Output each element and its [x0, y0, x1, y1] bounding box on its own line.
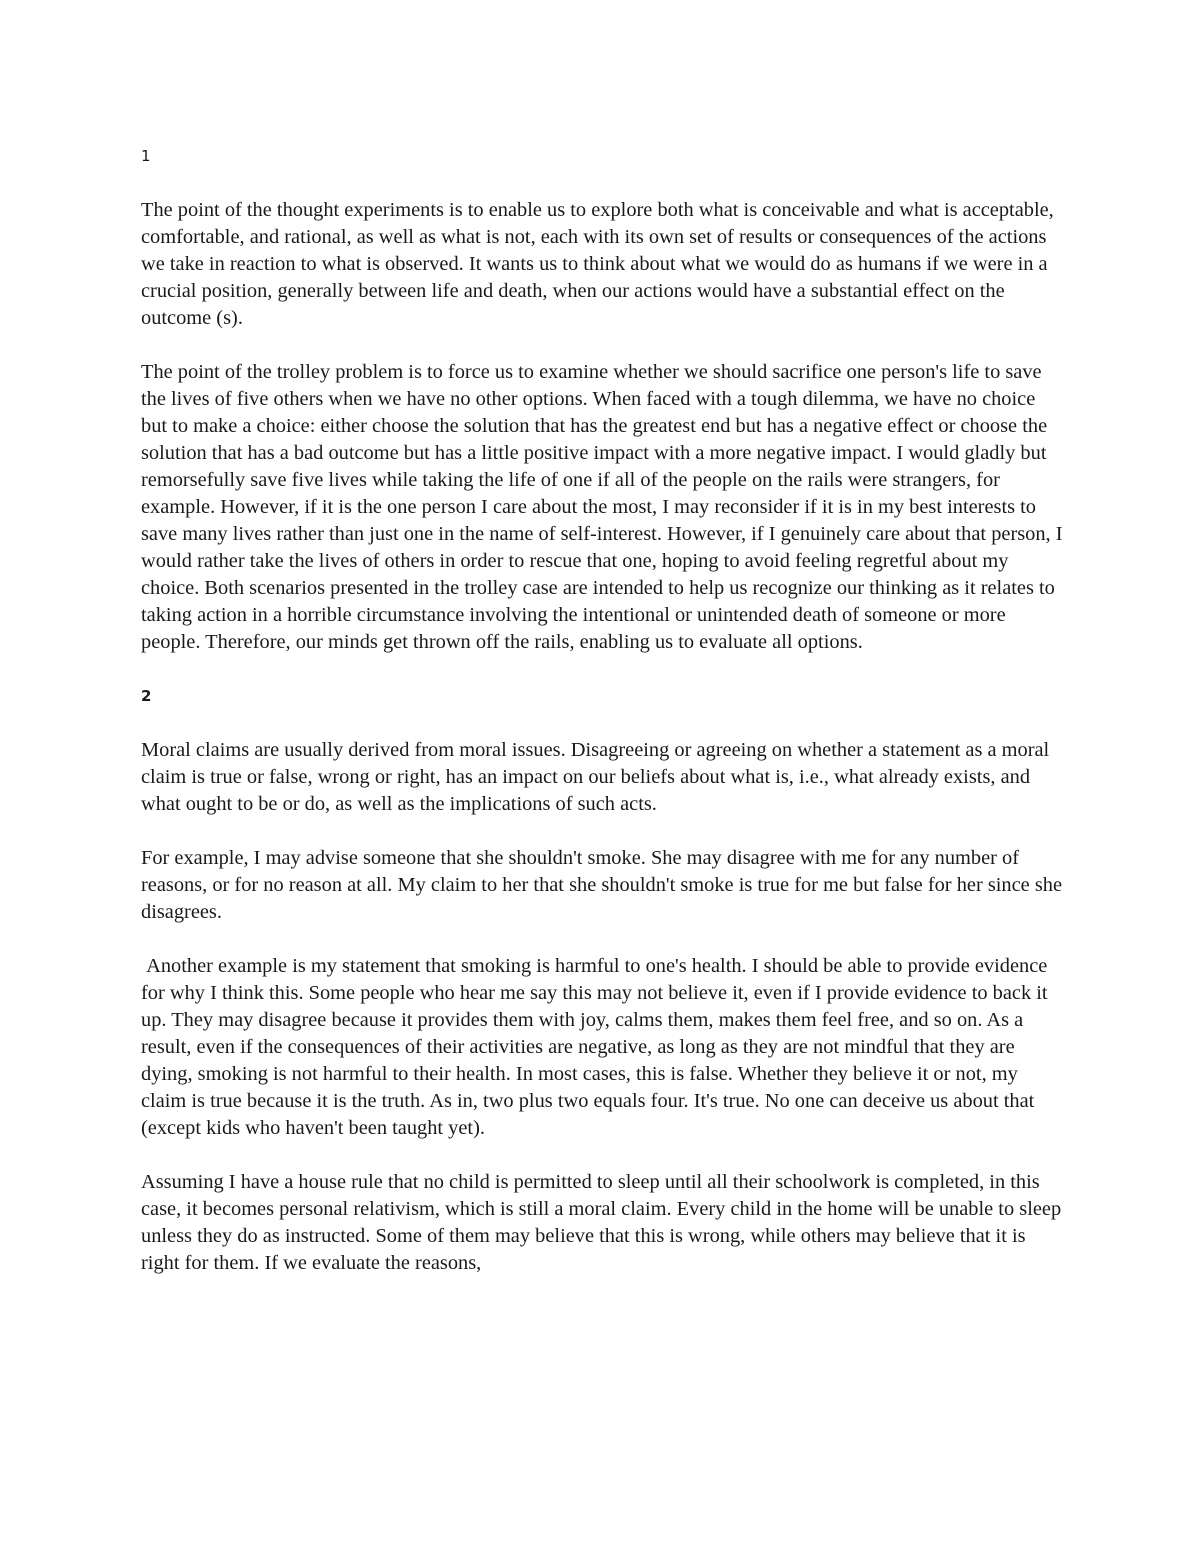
spacer	[141, 332, 1066, 359]
paragraph-trolley-problem: The point of the trolley problem is to force us to examine whether we should sacrifice one person's life to save the lives of five others when we have no other options. When faced with a tough dilemma, we have no choice but to make a choice: either choose the solution that has the greatest end but has a negative effect or choose the solution that has a bad outcome but has a little positive impact with a more negative impact. I would gladly but remorsefully save five lives while taking the life of one if all of the people on the rails were strangers, for example. However, if it is the one person I care about the most, I may reconsider if it is in my best interests to save many lives rather than just one in the name of self-interest. However, if I genuinely care about that person, I would rather take the lives of others in order to rescue that one, hoping to avoid feeling regretful about my choice. Both scenarios presented in the trolley case are intended to help us recognize our thinking as it relates to taking action in a horrible circumstance involving the intentional or unintended death of someone or more people. Therefore, our minds get thrown off the rails, enabling us to evaluate all options.	[141, 361, 1063, 653]
paragraph-another-example: Another example is my statement that smoking is harmful to one's health. I should be able to provide evidence for why I think this. Some people who hear me say this may not believe it, even if I provide evidence to back it up. They may disagree because it provides them with joy, calms them, makes them feel free, and so on. As a result, even if the consequences of their activities are negative, as long as they are not mindful that they are dying, smoking is not harmful to their health. In most cases, this is false. Whether they believe it or not, my claim is true because it is the truth. As in, two plus two equals four. It's true. No one can deceive us about that (except kids who haven't been taught yet).	[141, 955, 1053, 1139]
paragraph-house-rule: Assuming I have a house rule that no child is permitted to sleep until all their schoolwork is completed, in this case, it becomes personal relativism, which is still a moral claim. Every child in the home will be unable to sleep unless they do as instructed. Some of them may believe that this is wrong, while others may believe that it is right for them. If we evaluate the reasons,	[141, 1171, 1062, 1274]
paragraph-moral-claims: Moral claims are usually derived from moral issues. Disagreeing or agreeing on whether a statement as a moral claim is true or false, wrong or right, has an impact on our beliefs about what is, i.e., what already exists, and what ought to be or do, as well as the implications of such acts.	[141, 739, 1050, 815]
spacer	[141, 926, 1066, 953]
section-number-2: 2	[141, 687, 152, 705]
spacer	[141, 170, 1066, 197]
spacer	[141, 656, 1066, 683]
section-number-1: 1	[141, 147, 151, 165]
paragraph-smoking-example: For example, I may advise someone that she shouldn't smoke. She may disagree with me for any number of reasons, or for no reason at all. My claim to her that she shouldn't smoke is true for me but false for her since she disagrees.	[141, 847, 1063, 923]
spacer	[141, 710, 1066, 737]
spacer	[141, 818, 1066, 845]
document-body	[141, 143, 1066, 1277]
paragraph-thought-experiments: The point of the thought experiments is to enable us to explore both what is conceivable and what is acceptable, comfortable, and rational, as well as what is not, each with its own set of results or consequences of the actions we take in reaction to what is observed. It wants us to think about what we would do as humans if we were in a crucial position, generally between life and death, when our actions would have a substantial effect on the outcome (s).	[141, 199, 1054, 329]
spacer	[141, 1142, 1066, 1169]
